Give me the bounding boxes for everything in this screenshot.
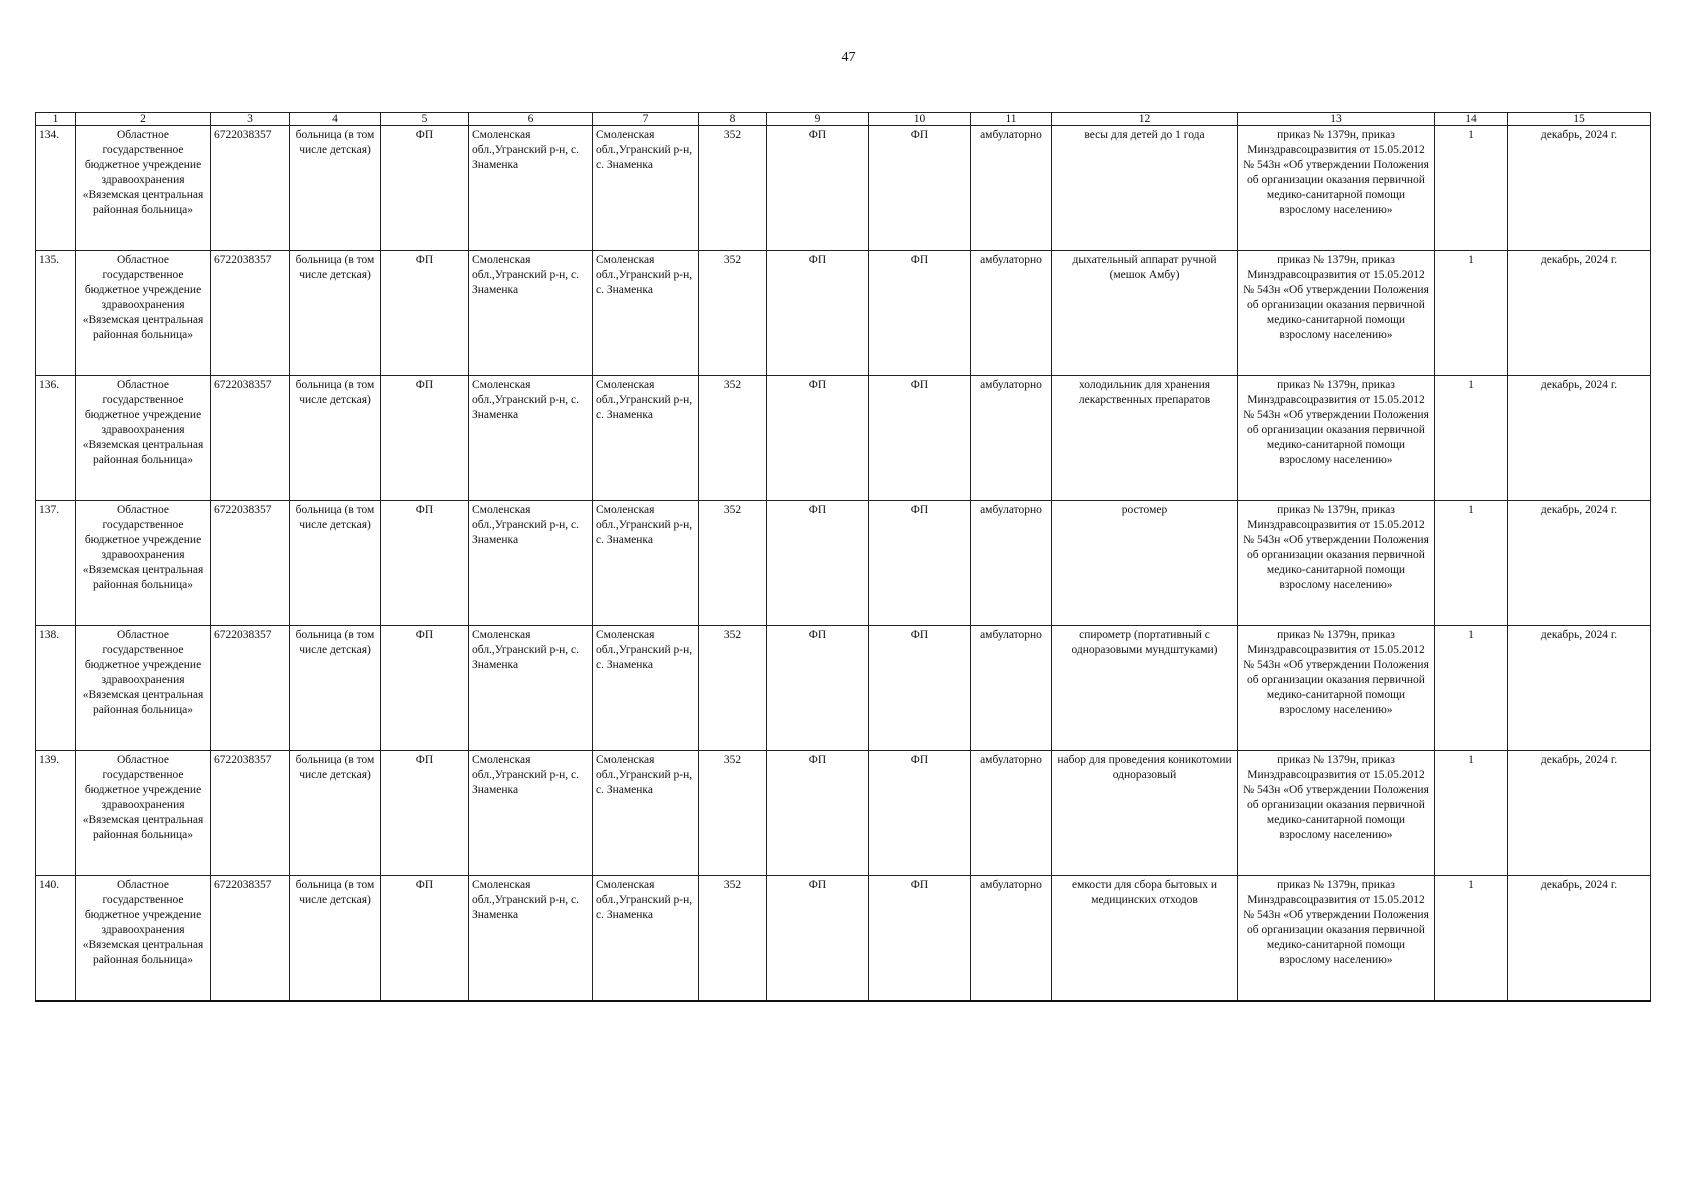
facility-type-cell: больница (в том числе детская) xyxy=(290,251,381,376)
care-mode-cell: амбулаторно xyxy=(971,876,1052,1001)
population-cell: 352 xyxy=(699,126,767,251)
care-mode-cell: амбулаторно xyxy=(971,126,1052,251)
address-cell: Смоленская обл.,Угранский р-н, с. Знаменка xyxy=(469,251,593,376)
table-row xyxy=(36,126,1651,251)
column-number: 7 xyxy=(593,113,699,126)
deadline-cell: декабрь, 2024 г. xyxy=(1508,251,1651,376)
equipment-name-cell: дыхательный аппарат ручной (мешок Амбу) xyxy=(1052,251,1238,376)
organization-cell: Областное государственное бюджетное учреждение здравоохранения «Вяземская центральная районная больница» xyxy=(76,751,211,876)
row-number-cell: 137. xyxy=(36,501,76,626)
organization-cell: Областное государственное бюджетное учреждение здравоохранения «Вяземская центральная районная больница» xyxy=(76,376,211,501)
location-cell: Смоленская обл.,Угранский р-н, с. Знаменка xyxy=(593,126,699,251)
legal-basis-cell: приказ № 1379н, приказ Минздравсоцразвития от 15.05.2012 № 543н «Об утверждении Положения об организации оказания первичной медико-санитарной помощи взрослому населению» xyxy=(1238,751,1435,876)
organization-cell: Областное государственное бюджетное учреждение здравоохранения «Вяземская центральная районная больница» xyxy=(76,876,211,1001)
deadline-cell: декабрь, 2024 г. xyxy=(1508,376,1651,501)
equipment-table xyxy=(35,112,1651,1002)
facility-type-cell: больница (в том числе детская) xyxy=(290,751,381,876)
col9-cell: ФП xyxy=(767,126,869,251)
table-row xyxy=(36,626,1651,751)
deadline-cell: декабрь, 2024 г. xyxy=(1508,751,1651,876)
organization-cell: Областное государственное бюджетное учреждение здравоохранения «Вяземская центральная районная больница» xyxy=(76,126,211,251)
column-number: 3 xyxy=(211,113,290,126)
row-number-cell: 140. xyxy=(36,876,76,1001)
quantity-cell: 1 xyxy=(1435,376,1508,501)
facility-type-cell: больница (в том числе детская) xyxy=(290,126,381,251)
col9-cell: ФП xyxy=(767,751,869,876)
col9-cell: ФП xyxy=(767,251,869,376)
col9-cell: ФП xyxy=(767,376,869,501)
inn-cell: 6722038357 xyxy=(211,876,290,1001)
legal-basis-cell: приказ № 1379н, приказ Минздравсоцразвития от 15.05.2012 № 543н «Об утверждении Положения об организации оказания первичной медико-санитарной помощи взрослому населению» xyxy=(1238,501,1435,626)
column-number: 10 xyxy=(869,113,971,126)
column-number: 15 xyxy=(1508,113,1651,126)
address-cell: Смоленская обл.,Угранский р-н, с. Знаменка xyxy=(469,876,593,1001)
unit-cell: ФП xyxy=(381,376,469,501)
equipment-name-cell: емкости для сбора бытовых и медицинских отходов xyxy=(1052,876,1238,1001)
inn-cell: 6722038357 xyxy=(211,376,290,501)
location-cell: Смоленская обл.,Угранский р-н, с. Знаменка xyxy=(593,626,699,751)
quantity-cell: 1 xyxy=(1435,251,1508,376)
column-number: 4 xyxy=(290,113,381,126)
care-mode-cell: амбулаторно xyxy=(971,626,1052,751)
population-cell: 352 xyxy=(699,626,767,751)
row-number-cell: 135. xyxy=(36,251,76,376)
equipment-table-container xyxy=(35,112,1651,1002)
care-mode-cell: амбулаторно xyxy=(971,376,1052,501)
legal-basis-cell: приказ № 1379н, приказ Минздравсоцразвития от 15.05.2012 № 543н «Об утверждении Положения об организации оказания первичной медико-санитарной помощи взрослому населению» xyxy=(1238,626,1435,751)
column-number: 6 xyxy=(469,113,593,126)
deadline-cell: декабрь, 2024 г. xyxy=(1508,626,1651,751)
column-number: 13 xyxy=(1238,113,1435,126)
quantity-cell: 1 xyxy=(1435,126,1508,251)
table-row xyxy=(36,751,1651,876)
column-number: 2 xyxy=(76,113,211,126)
page-number: 47 xyxy=(841,50,856,65)
col10-cell: ФП xyxy=(869,251,971,376)
inn-cell: 6722038357 xyxy=(211,751,290,876)
table-row xyxy=(36,376,1651,501)
col10-cell: ФП xyxy=(869,626,971,751)
population-cell: 352 xyxy=(699,751,767,876)
column-number: 1 xyxy=(36,113,76,126)
quantity-cell: 1 xyxy=(1435,876,1508,1001)
equipment-name-cell: холодильник для хранения лекарственных препаратов xyxy=(1052,376,1238,501)
unit-cell: ФП xyxy=(381,126,469,251)
column-number: 8 xyxy=(699,113,767,126)
legal-basis-cell: приказ № 1379н, приказ Минздравсоцразвития от 15.05.2012 № 543н «Об утверждении Положения об организации оказания первичной медико-санитарной помощи взрослому населению» xyxy=(1238,876,1435,1001)
col10-cell: ФП xyxy=(869,126,971,251)
row-number-cell: 139. xyxy=(36,751,76,876)
equipment-name-cell: спирометр (портативный с одноразовыми мундштуками) xyxy=(1052,626,1238,751)
location-cell: Смоленская обл.,Угранский р-н, с. Знаменка xyxy=(593,501,699,626)
equipment-name-cell: весы для детей до 1 года xyxy=(1052,126,1238,251)
equipment-name-cell: набор для проведения коникотомии одноразовый xyxy=(1052,751,1238,876)
col10-cell: ФП xyxy=(869,876,971,1001)
population-cell: 352 xyxy=(699,876,767,1001)
address-cell: Смоленская обл.,Угранский р-н, с. Знаменка xyxy=(469,626,593,751)
facility-type-cell: больница (в том числе детская) xyxy=(290,626,381,751)
unit-cell: ФП xyxy=(381,251,469,376)
population-cell: 352 xyxy=(699,501,767,626)
table-row xyxy=(36,501,1651,626)
care-mode-cell: амбулаторно xyxy=(971,751,1052,876)
address-cell: Смоленская обл.,Угранский р-н, с. Знаменка xyxy=(469,751,593,876)
column-number: 11 xyxy=(971,113,1052,126)
location-cell: Смоленская обл.,Угранский р-н, с. Знаменка xyxy=(593,876,699,1001)
organization-cell: Областное государственное бюджетное учреждение здравоохранения «Вяземская центральная районная больница» xyxy=(76,251,211,376)
col9-cell: ФП xyxy=(767,626,869,751)
column-number: 5 xyxy=(381,113,469,126)
row-number-cell: 138. xyxy=(36,626,76,751)
address-cell: Смоленская обл.,Угранский р-н, с. Знаменка xyxy=(469,376,593,501)
row-number-cell: 136. xyxy=(36,376,76,501)
organization-cell: Областное государственное бюджетное учреждение здравоохранения «Вяземская центральная районная больница» xyxy=(76,501,211,626)
unit-cell: ФП xyxy=(381,751,469,876)
table-row xyxy=(36,876,1651,1001)
care-mode-cell: амбулаторно xyxy=(971,501,1052,626)
inn-cell: 6722038357 xyxy=(211,251,290,376)
inn-cell: 6722038357 xyxy=(211,126,290,251)
location-cell: Смоленская обл.,Угранский р-н, с. Знаменка xyxy=(593,251,699,376)
legal-basis-cell: приказ № 1379н, приказ Минздравсоцразвития от 15.05.2012 № 543н «Об утверждении Положения об организации оказания первичной медико-санитарной помощи взрослому населению» xyxy=(1238,376,1435,501)
population-cell: 352 xyxy=(699,376,767,501)
column-number: 9 xyxy=(767,113,869,126)
column-number: 12 xyxy=(1052,113,1238,126)
unit-cell: ФП xyxy=(381,501,469,626)
deadline-cell: декабрь, 2024 г. xyxy=(1508,876,1651,1001)
row-number-cell: 134. xyxy=(36,126,76,251)
col9-cell: ФП xyxy=(767,501,869,626)
col10-cell: ФП xyxy=(869,501,971,626)
column-number-row xyxy=(36,113,1651,126)
equipment-name-cell: ростомер xyxy=(1052,501,1238,626)
table-row xyxy=(36,251,1651,376)
inn-cell: 6722038357 xyxy=(211,626,290,751)
care-mode-cell: амбулаторно xyxy=(971,251,1052,376)
location-cell: Смоленская обл.,Угранский р-н, с. Знаменка xyxy=(593,751,699,876)
unit-cell: ФП xyxy=(381,626,469,751)
facility-type-cell: больница (в том числе детская) xyxy=(290,376,381,501)
location-cell: Смоленская обл.,Угранский р-н, с. Знаменка xyxy=(593,376,699,501)
legal-basis-cell: приказ № 1379н, приказ Минздравсоцразвития от 15.05.2012 № 543н «Об утверждении Положения об организации оказания первичной медико-санитарной помощи взрослому населению» xyxy=(1238,126,1435,251)
column-number: 14 xyxy=(1435,113,1508,126)
address-cell: Смоленская обл.,Угранский р-н, с. Знаменка xyxy=(469,126,593,251)
legal-basis-cell: приказ № 1379н, приказ Минздравсоцразвития от 15.05.2012 № 543н «Об утверждении Положения об организации оказания первичной медико-санитарной помощи взрослому населению» xyxy=(1238,251,1435,376)
col9-cell: ФП xyxy=(767,876,869,1001)
address-cell: Смоленская обл.,Угранский р-н, с. Знаменка xyxy=(469,501,593,626)
inn-cell: 6722038357 xyxy=(211,501,290,626)
table-body xyxy=(36,126,1651,1001)
deadline-cell: декабрь, 2024 г. xyxy=(1508,126,1651,251)
quantity-cell: 1 xyxy=(1435,626,1508,751)
quantity-cell: 1 xyxy=(1435,501,1508,626)
deadline-cell: декабрь, 2024 г. xyxy=(1508,501,1651,626)
quantity-cell: 1 xyxy=(1435,751,1508,876)
organization-cell: Областное государственное бюджетное учреждение здравоохранения «Вяземская центральная районная больница» xyxy=(76,626,211,751)
col10-cell: ФП xyxy=(869,376,971,501)
population-cell: 352 xyxy=(699,251,767,376)
col10-cell: ФП xyxy=(869,751,971,876)
facility-type-cell: больница (в том числе детская) xyxy=(290,876,381,1001)
unit-cell: ФП xyxy=(381,876,469,1001)
facility-type-cell: больница (в том числе детская) xyxy=(290,501,381,626)
